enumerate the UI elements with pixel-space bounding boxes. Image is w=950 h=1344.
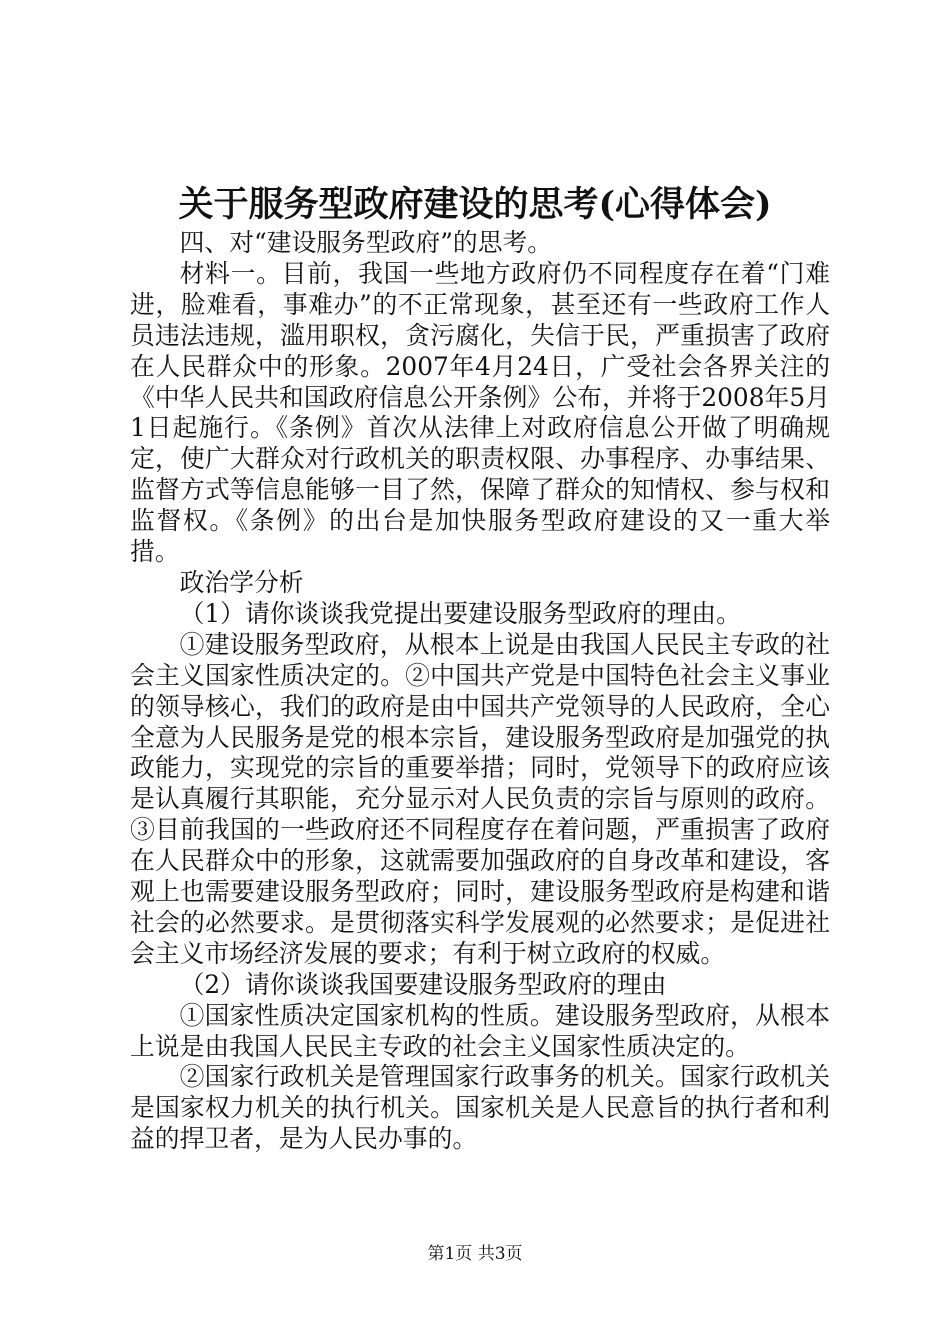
document-title: 关于服务型政府建设的思考(心得体会) [178, 184, 772, 225]
page-number-footer: 第1页 共3页 [427, 1244, 523, 1264]
paragraph-section-heading: 四、对“建设服务型政府”的思考。 [179, 228, 553, 257]
paragraph-analysis-heading: 政治学分析 [179, 567, 304, 597]
paragraph-question-one: （1）请你谈谈我党提出要建设服务型政府的理由。 [179, 598, 741, 628]
paragraph-question-two: （2）请你谈谈我国要建设服务型政府的理由 [179, 969, 667, 999]
paragraph-answer-two-point-one: ①国家性质决定国家机构的性质。建设服务型政府，从根本上说是由我国人民民主专政的社会主义国家性质决定的。 [130, 1000, 830, 1061]
paragraph-material-one: 材料一。目前，我国一些地方政府仍不同程度存在着“门难进，脸难看，事难办”的不正常现象，甚至还有一些政府工作人员违法违规，滥用职权，贪污腐化，失信于民，严重损害了政府在人民群众中的形象。2007年4月24日，广受社会各界关注的《中华人民共和国政府信息公开条例》公布，并将于2008年5月1日起施行。《条例》首次从法律上对政府信息公开做了明确规定，使广大群众对行政机关的职责权限、办事程序、办事结果、监督方式等信息能够一目了然，保障了群众的知情权、参与权和监督权。《条例》的出台是加快服务型政府建设的又一重大举措。 [130, 258, 830, 567]
document-body [130, 228, 830, 1155]
paragraph-answer-two-point-two: ②国家行政机关是管理国家行政事务的机关。国家行政机关是国家权力机关的执行机关。国家机关是人民意旨的执行者和利益的捍卫者，是为人民办事的。 [130, 1062, 830, 1154]
paragraph-answer-one: ①建设服务型政府，从根本上说是由我国人民民主专政的社会主义国家性质决定的。②中国共产党是中国特色社会主义事业的领导核心，我们的政府是由中国共产党领导的人民政府，全心全意为人民服务是党的根本宗旨，建设服务型政府是加强党的执政能力，实现党的宗旨的重要举措；同时，党领导下的政府应该是认真履行其职能，充分显示对人民负责的宗旨与原则的政府。③目前我国的一些政府还不同程度存在着问题，严重损害了政府在人民群众中的形象，这就需要加强政府的自身改革和建设，客观上也需要建设服务型政府；同时，建设服务型政府是构建和谐社会的必然要求。是贯彻落实科学发展观的必然要求；是促进社会主义市场经济发展的要求；有利于树立政府的权威。 [130, 629, 830, 968]
